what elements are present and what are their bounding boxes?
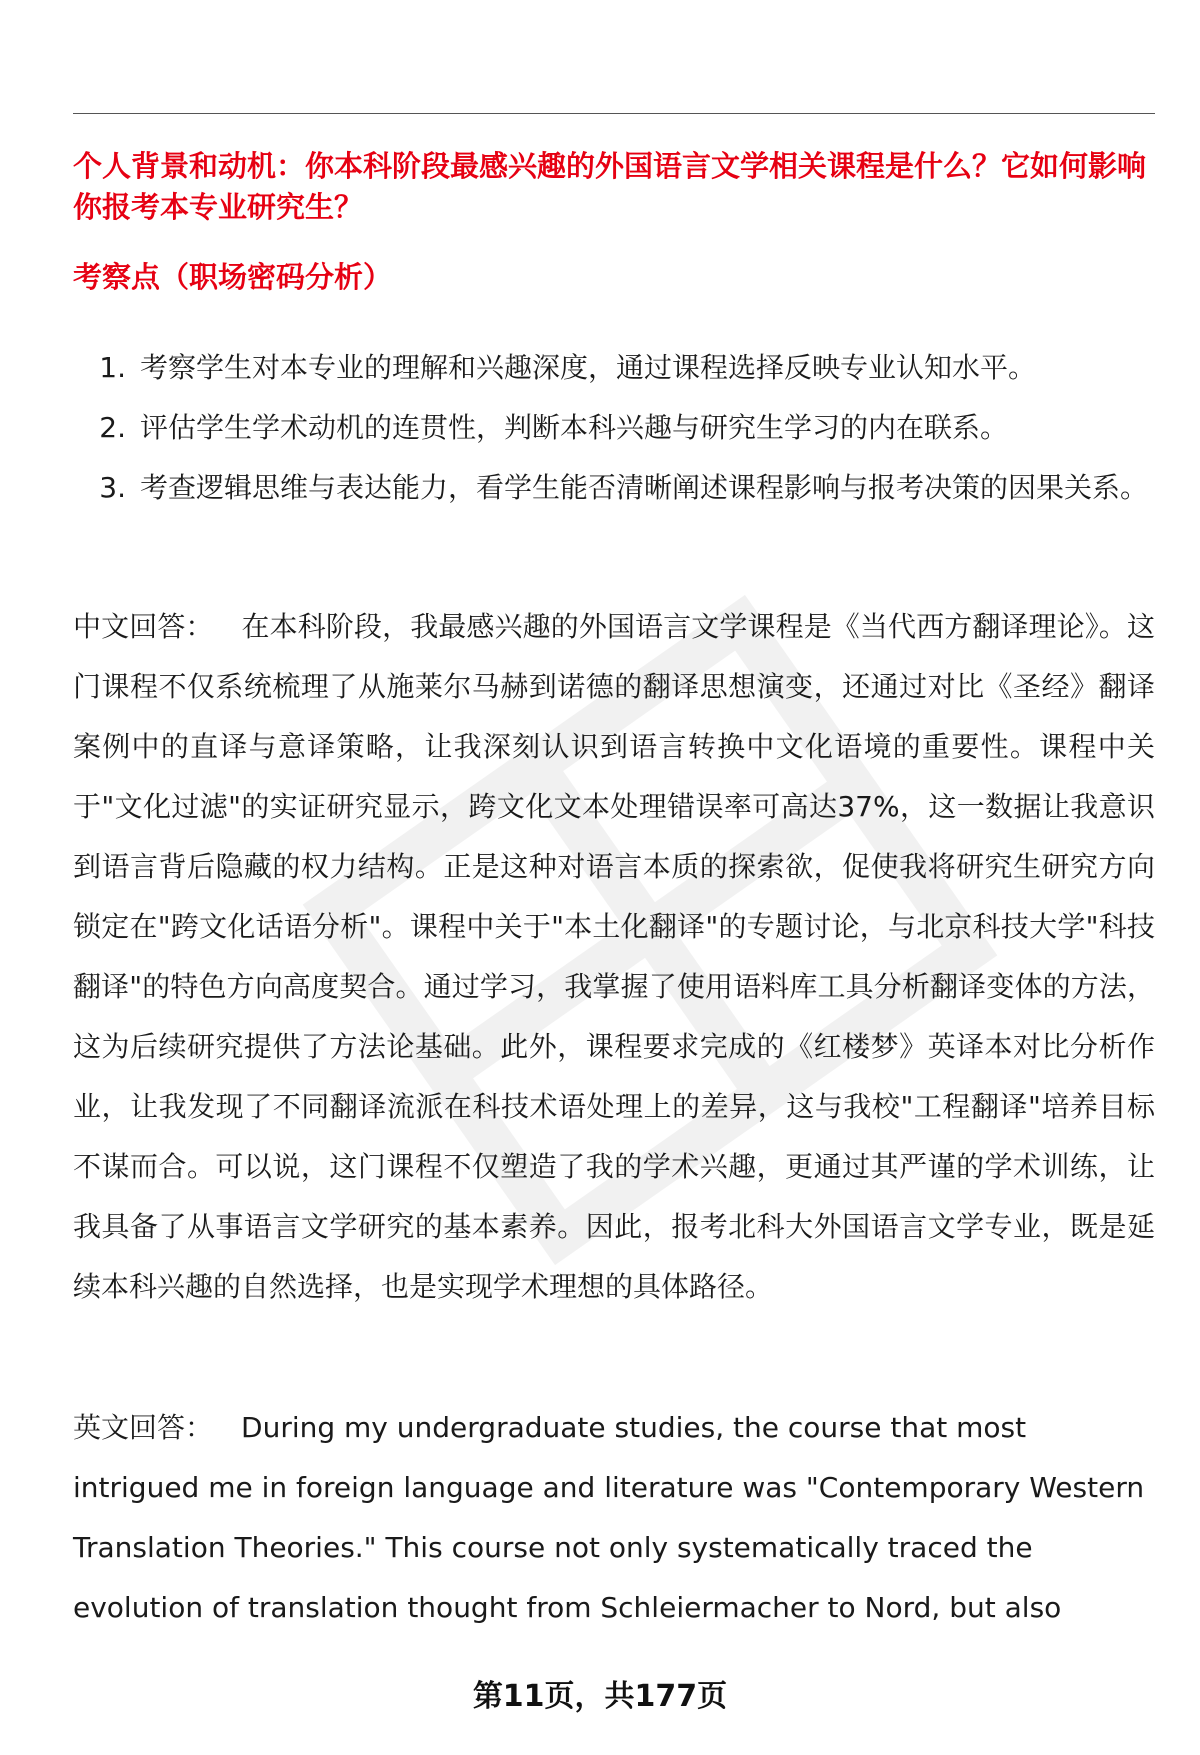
- list-item: [73, 338, 1155, 398]
- list-item: [73, 398, 1155, 458]
- chinese-answer-text: 在本科阶段，我最感兴趣的外国语言文学课程是《当代西方翻译理论》。这门课程不仅系统梳理了从施莱尔马赫到诺德的翻译思想演变，还通过对比《圣经》翻译案例中的直译与意译策略，让我深刻认识到语言转换中文化语境的重要性。课程中关于"文化过滤"的实证研究显示，跨文化文本处理错误率可高达37%，这一数据让我意识到语言背后隐藏的权力结构。正是这种对语言本质的探索欲，促使我将研究生研究方向锁定在"跨文化话语分析"。课程中关于"本土化翻译"的专题讨论，与北京科技大学"科技翻译"的特色方向高度契合。通过学习，我掌握了使用语料库工具分析翻译变体的方法，这为后续研究提供了方法论基础。此外，课程要求完成的《红楼梦》英译本对比分析作业，让我发现了不同翻译流派在科技术语处理上的差异，这与我校"工程翻译"培养目标不谋而合。可以说，这门课程不仅塑造了我的学术兴趣，更通过其严谨的学术训练，让我具备了从事语言文学研究的基本素养。因此，报考北科大外国语言文学专业，既是延续本科兴趣的自然选择，也是实现学术理想的具体路径。: [73, 610, 1155, 1303]
- header-rule: [73, 113, 1155, 114]
- list-item-number: 1.: [99, 351, 126, 384]
- analysis-title: 考察点（职场密码分析）: [73, 260, 393, 294]
- question-heading: 个人背景和动机：你本科阶段最感兴趣的外国语言文学相关课程是什么？它如何影响你报考本专业研究生？: [73, 149, 1147, 224]
- english-answer-text: During my undergraduate studies, the course that most intrigued me in foreign language and literature was "Contemporary Western Translation Theories." This course not only systematically traced the evolution of translation thought from Schleiermacher to Nord, but also: [73, 1411, 1145, 1624]
- list-item-text: 评估学生学术动机的连贯性，判断本科兴趣与研究生学习的内在联系。: [140, 411, 1009, 444]
- list-item: [73, 458, 1155, 518]
- english-answer-label: 英文回答：: [73, 1411, 214, 1444]
- list-item-number: 3.: [99, 471, 126, 504]
- analysis-points-list: [73, 338, 1155, 518]
- chinese-answer: [73, 597, 1155, 1317]
- list-item-text: 考查逻辑思维与表达能力，看学生能否清晰阐述课程影响与报考决策的因果关系。: [140, 471, 1149, 504]
- list-item-text: 考察学生对本专业的理解和兴趣深度，通过课程选择反映专业认知水平。: [140, 351, 1037, 384]
- page-number-footer: 第11页，共177页: [472, 1679, 728, 1714]
- english-answer: [73, 1398, 1155, 1638]
- list-item-number: 2.: [99, 411, 126, 444]
- chinese-answer-label: 中文回答：: [73, 610, 214, 643]
